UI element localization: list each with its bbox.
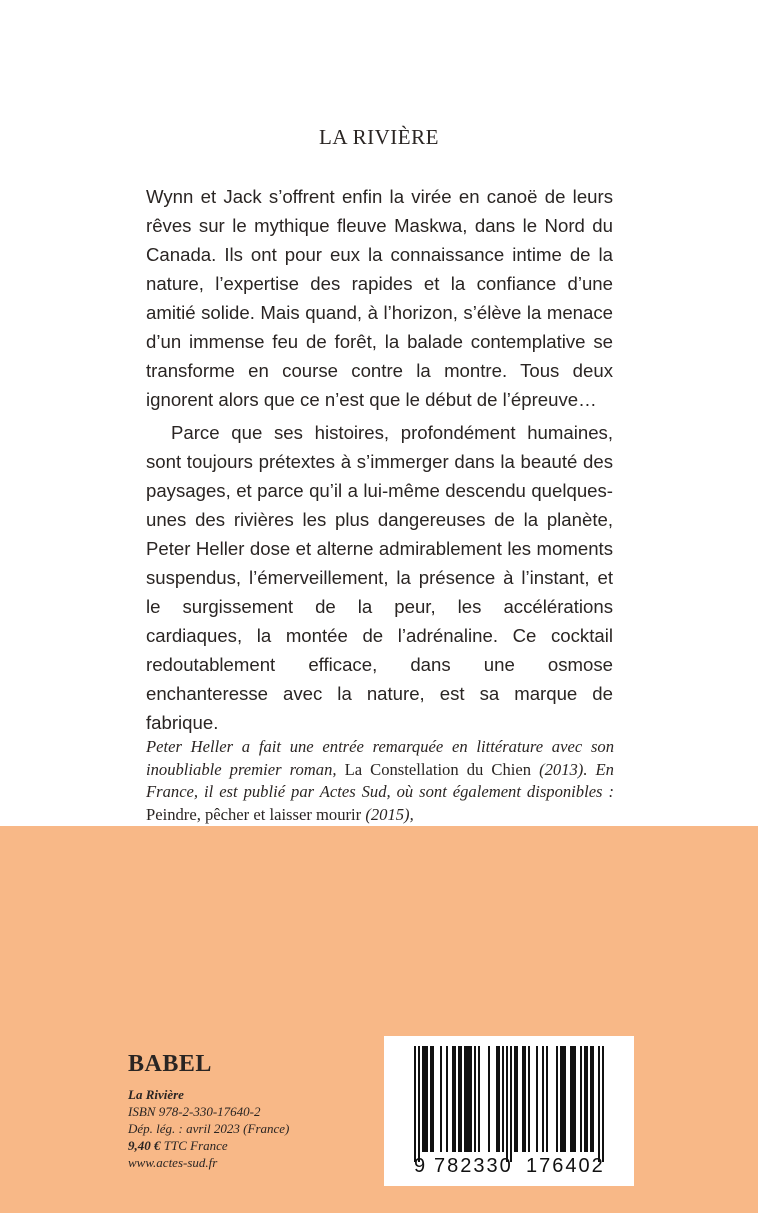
barcode-bar — [446, 1046, 448, 1152]
website: www.actes-sud.fr — [128, 1155, 218, 1170]
barcode-bar — [474, 1046, 476, 1152]
barcode-bar — [468, 1046, 470, 1152]
barcode-bar — [514, 1046, 516, 1152]
barcode-bar — [562, 1046, 564, 1152]
barcode-bar — [592, 1046, 594, 1152]
price: 9,40 € — [128, 1138, 161, 1153]
barcode-bar — [542, 1046, 544, 1152]
barcode-bar — [440, 1046, 442, 1152]
barcode-bar — [432, 1046, 434, 1152]
blurb-paragraph-1: Wynn et Jack s’offrent enfin la virée en canoë de leurs rêves sur le mythique fleuve Maskwa, dans le Nord du Canada. Ils ont pour eux la connaissance intime de la nature, l’expertise des rapides et la confiance d’une amitié solide. Mais quand, à l’horizon, s’élève la menace d’un immense feu de forêt, la balade contemplative se transforme en course contre la montre. Tous deux ignorent alors que ce n’est que le début de l’épreuve… — [146, 186, 613, 410]
bio-book-title-2: Peindre, pêcher et laisser mourir — [146, 804, 362, 824]
barcode-bar — [536, 1046, 538, 1152]
publisher-logo: BABEL — [128, 1051, 212, 1077]
orange-band — [0, 826, 758, 1213]
barcode-bar — [570, 1046, 572, 1152]
barcode-bar — [458, 1046, 460, 1152]
barcode-first-digit: 9 — [414, 1155, 426, 1177]
barcode-bar — [496, 1046, 498, 1152]
barcode-bar — [516, 1046, 518, 1152]
book-title: LA RIVIÈRE — [319, 125, 439, 149]
barcode-bar — [424, 1046, 426, 1152]
barcode-bar — [460, 1046, 462, 1152]
imprint — [128, 1051, 289, 1171]
barcode-bar — [464, 1046, 466, 1152]
price-suffix: TTC France — [160, 1138, 228, 1153]
barcode-bar — [510, 1046, 512, 1162]
bio-text-2: (2013). En France, il est publié par Actes Sud, où sont également disponibles : — [146, 759, 614, 801]
barcode-bar — [466, 1046, 468, 1152]
price-line — [128, 1137, 289, 1154]
barcode-bar — [546, 1046, 548, 1152]
blurb-paragraph-2: Parce que ses histoires, profondément humaines, sont toujours prétextes à s’immerger dans la beauté des paysages, et parce qu’il a lui-même descendu quelques-unes des rivières les plus dangereuses de la planète, Peter Heller dose et alterne admirablement les moments suspendus, l’émerveillement, la présence à l’instant, et le surgissement de la peur, les accélérations cardiaques, la montée de l’adrénaline. Ce cocktail redoutablement efficace, dans une osmose enchanteresse avec la nature, est sa marque de fabrique. — [146, 422, 613, 733]
barcode-bar — [580, 1046, 582, 1152]
isbn: ISBN 978-2-330-17640-2 — [128, 1104, 261, 1119]
bio-text-1: Peter Heller a fait une entrée remarquée en littérature avec son inoubliable premier roman, — [146, 737, 614, 779]
barcode-bar — [430, 1046, 432, 1152]
barcode-bar — [422, 1046, 424, 1152]
bio-book-title-1: La Constellation du Chien — [344, 759, 532, 779]
barcode-bar — [556, 1046, 558, 1152]
author-bio — [146, 736, 614, 826]
barcode-bar — [524, 1046, 526, 1152]
barcode-bar — [602, 1046, 604, 1162]
bio-text-3: (2015), — [361, 804, 414, 824]
barcode-bar — [478, 1046, 480, 1152]
barcode-bar — [586, 1046, 588, 1152]
barcode-bar — [488, 1046, 490, 1152]
barcode-bar — [414, 1046, 416, 1162]
barcode-bar — [522, 1046, 524, 1152]
barcode-bar — [528, 1046, 530, 1152]
barcode-bar — [598, 1046, 600, 1162]
barcode-bar — [426, 1046, 428, 1152]
barcode-bar — [418, 1046, 420, 1162]
barcode-bar — [502, 1046, 504, 1152]
barcode-bar — [498, 1046, 500, 1152]
barcode-left-group: 782330 — [434, 1155, 513, 1177]
barcode-bar — [572, 1046, 574, 1152]
barcode-bar — [584, 1046, 586, 1152]
barcode-box — [384, 1036, 634, 1186]
legal-deposit: Dép. lég. : avril 2023 (France) — [128, 1121, 290, 1136]
barcode-bar — [454, 1046, 456, 1152]
imprint-book-title: La Rivière — [128, 1087, 184, 1102]
barcode-right-group: 176402 — [526, 1155, 605, 1177]
barcode-bar — [574, 1046, 576, 1152]
barcode-bar — [470, 1046, 472, 1152]
barcode-bar — [564, 1046, 566, 1152]
barcode-bar — [590, 1046, 592, 1152]
blurb — [146, 182, 613, 737]
barcode-bar — [506, 1046, 508, 1162]
barcode-bar — [560, 1046, 562, 1152]
barcode-bar — [452, 1046, 454, 1152]
